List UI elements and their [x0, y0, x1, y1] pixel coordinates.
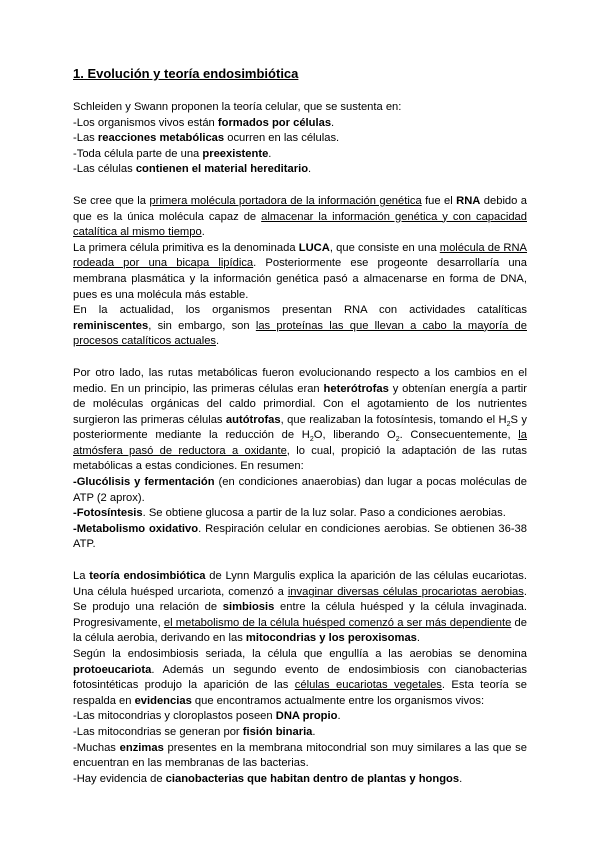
document-page — [73, 66, 527, 787]
summary-item-fotosintesis: -Fotosíntesis. Se obtiene glucosa a partir de la luz solar. Paso a condiciones aerobias. — [73, 507, 506, 520]
cell-theory-point-4: -Las células contienen el material hereditario. — [73, 163, 312, 176]
evidence-item-enzimas: -Muchas enzimas presentes en la membrana mitocondrial son muy similares a las que se encuentran en las membranas de las bacterias. — [73, 741, 527, 770]
summary-item-glucolisis: -Glucólisis y fermentación (en condiciones anaerobias) dan lugar a pocas moléculas de ATP (2 aprox). — [73, 476, 527, 504]
evidence-item-dna: -Las mitocondrias y cloroplastos poseen DNA propio. — [73, 710, 341, 723]
summary-item-metabolismo: -Metabolismo oxidativo. Respiración celular en condiciones aerobias. Se obtienen 36-38 ATP. — [73, 522, 527, 551]
luca-paragraph: La primera célula primitiva es la denominada LUCA, que consiste en una molécula de RNA rodeada por una bicapa lipídica. Posteriormente ese progeonte desarrollaría una membrana plasmática y la información genética pasó a almacenarse en forma de DNA, pues es una molécula más estable. — [73, 241, 528, 301]
metabolic-routes-paragraph: Por otro lado, las rutas metabólicas fueron evolucionando respecto a los cambios en el medio. En un principio, las primeras células eran heterótrofas y obtenían energía a partir de moléculas orgánicas del caldo primordial. Con el agotamiento de los nutrientes surgieron las primeras células autótrofas, que realizaban la fotosíntesis, tomando el $H_2S$ y posteriormente mediante la reducción de $H_2O$, liberando $O_2$. Consecuentemente, la atmósfera pasó de reductora a oxidante, lo cual, propició la adaptación de las rutas metabólicas a estas condiciones. En resumen: — [73, 366, 527, 473]
rna-actual-paragraph: En la actualidad, los organismos presentan RNA con actividades catalíticas reminiscentes, sin embargo, son las proteínas las que llevan a cabo la mayoría de procesos catalíticos actuales. — [73, 304, 527, 348]
evidence-item-cianobacterias: -Hay evidencia de cianobacterias que habitan dentro de plantas y hongos. — [73, 772, 463, 785]
evidence-item-fision: -Las mitocondrias se generan por fisión binaria. — [73, 725, 316, 738]
cell-theory-intro: Schleiden y Swann proponen la teoría celular, que se sustenta en: — [73, 101, 402, 113]
section-title: 1. Evolución y teoría endosimbiótica — [73, 66, 299, 81]
cell-theory-point-1: -Los organismos vivos están formados por células. — [73, 116, 335, 129]
rna-paragraph: Se cree que la primera molécula portadora de la información genética fue el RNA debido a que es la única molécula capaz de almacenar la información genética y con capacidad catalítica al mismo tiempo. — [73, 194, 527, 239]
cell-theory-point-2: -Las reacciones metabólicas ocurren en las células. — [73, 132, 340, 145]
serial-endosymbiosis-paragraph: Según la endosimbiosis seriada, la célula que engullía a las aerobias se denomina protoeucariota. Además un segundo evento de endosimbiosis con cianobacterias fotosintéticas produjo la aparición de las células eucariotas vegetales. Esta teoría se respalda en evidencias que encontramos actualmente entre los organismos vivos: — [73, 648, 527, 707]
endosymbiotic-paragraph: La teoría endosimbiótica de Lynn Margulis explica la aparición de las células eucariotas. Una célula huésped urcariota, comenzó a invaginar diversas células procariotas aerobias. Se produjo una relación de simbiosis entre la célula huésped y la célula invaginada. Progresivamente, el metabolismo de la célula huésped comenzó a ser más dependiente de la célula aerobia, derivando en las mitocondrias y los peroxisomas. — [73, 570, 527, 645]
cell-theory-point-3: -Toda célula parte de una preexistente. — [73, 147, 272, 160]
